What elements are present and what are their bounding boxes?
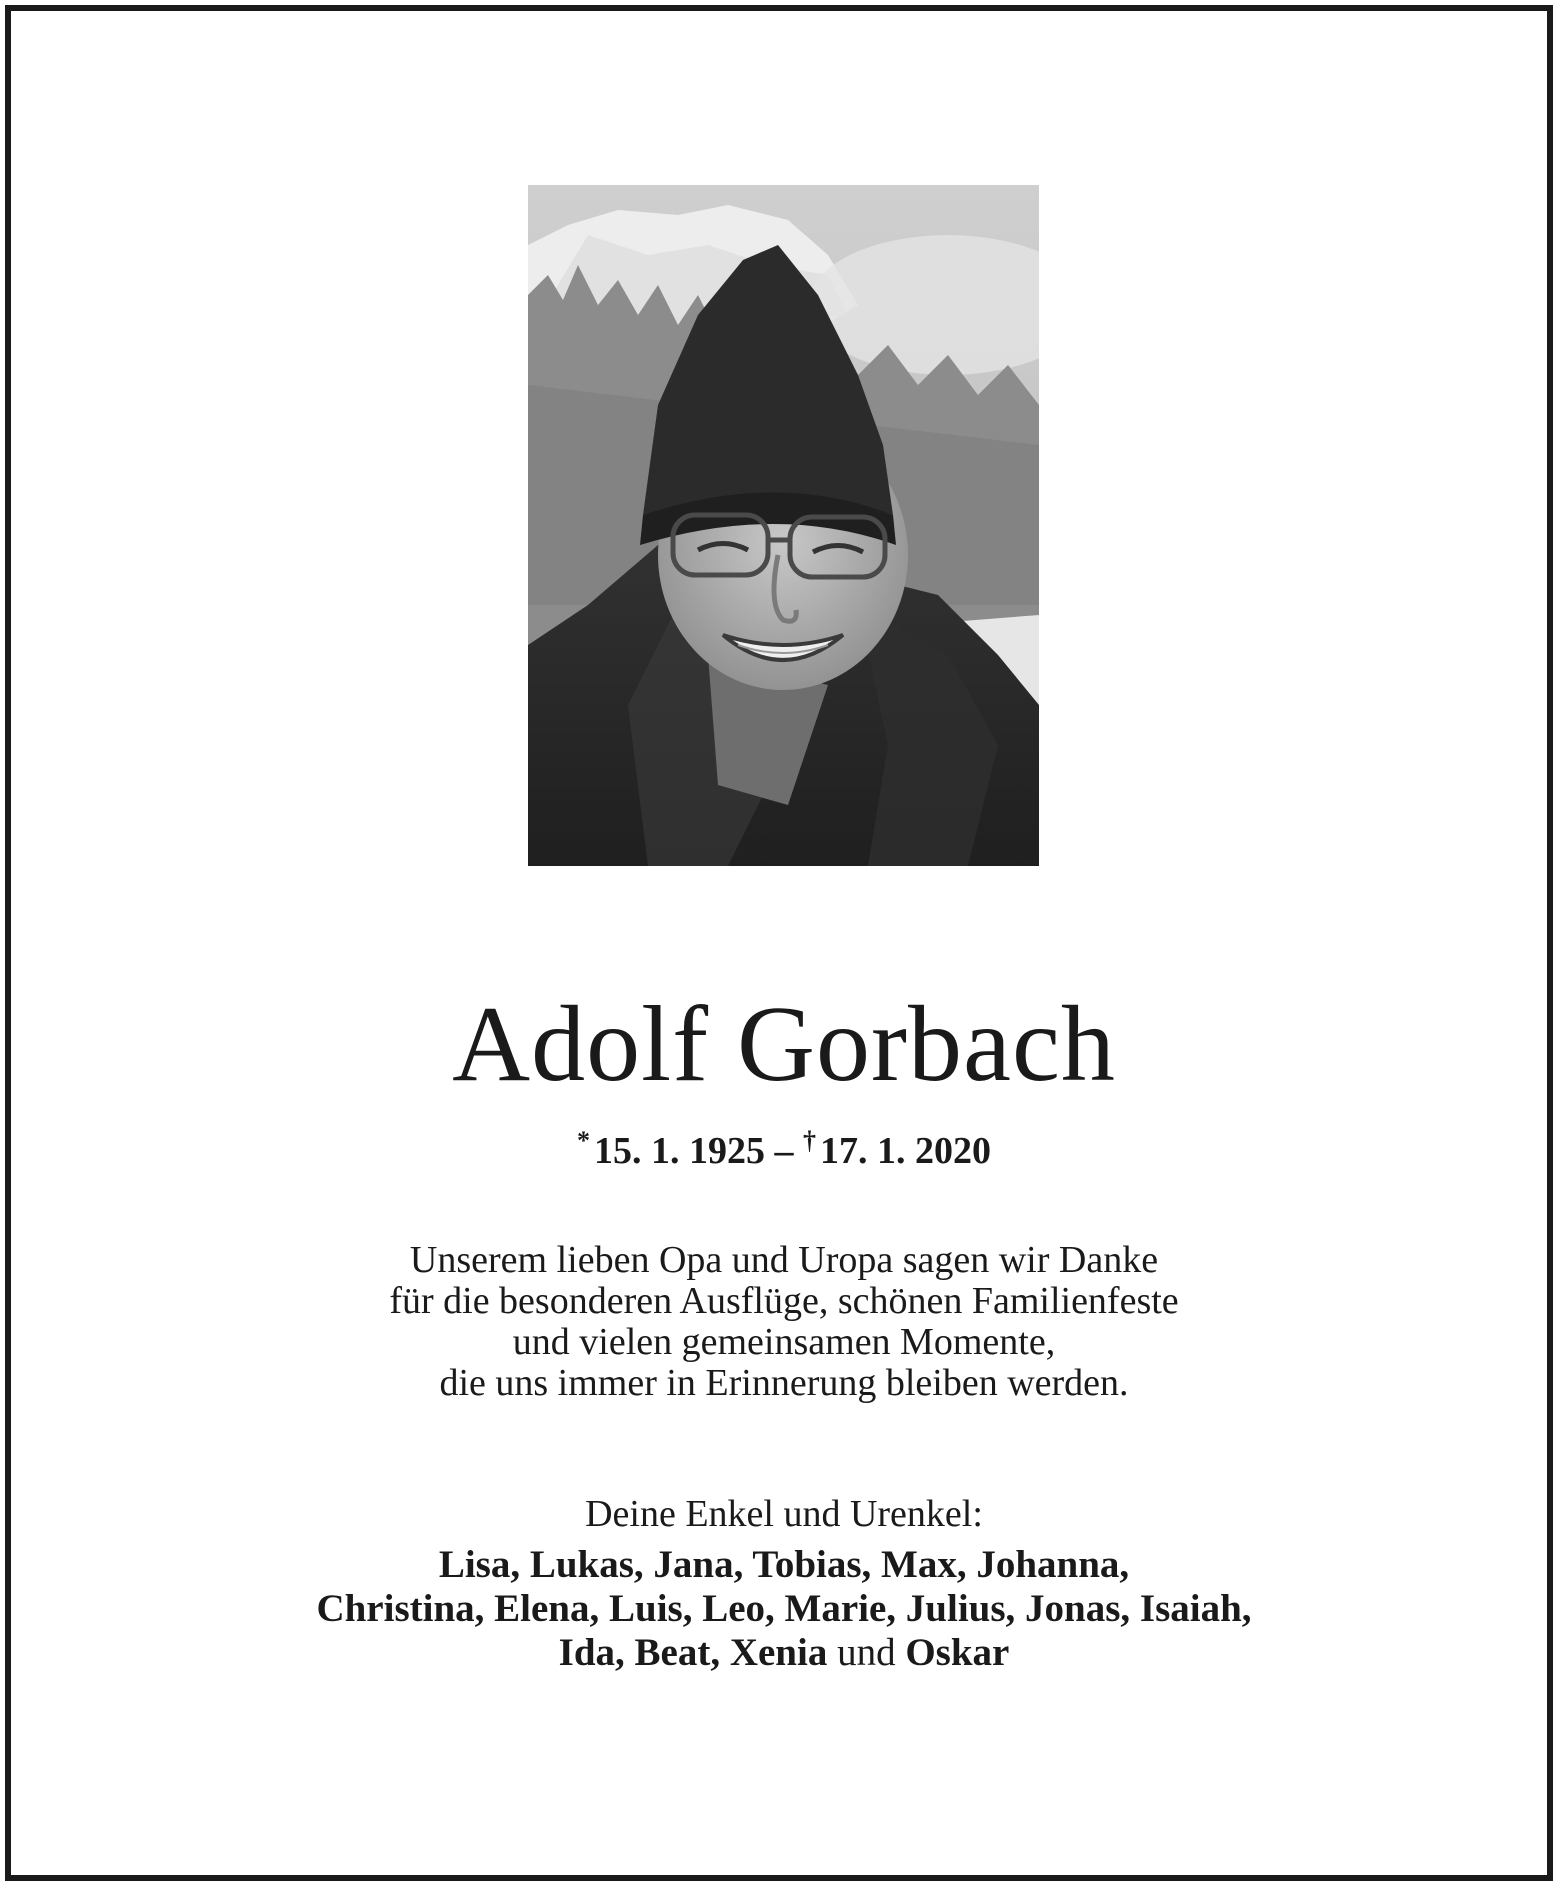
message-line: und vielen gemeinsamen Momente,	[512, 1321, 1056, 1363]
deceased-name: Adolf Gorbach	[452, 985, 1116, 1104]
death-date: 17. 1. 2020	[820, 1130, 991, 1172]
names-line: Christina, Elena, Luis, Leo, Marie, Julius, Jonas, Isaiah,	[316, 1587, 1252, 1630]
message-line: für die besonderen Ausflüge, schönen Familienfeste	[389, 1280, 1179, 1322]
date-separator: –	[765, 1130, 803, 1172]
life-dates	[0, 1117, 1568, 1175]
death-mark: †	[803, 1126, 816, 1155]
birth-mark: *	[577, 1126, 590, 1155]
names-line: Ida, Beat, Xenia	[558, 1631, 828, 1674]
message-line: Unserem lieben Opa und Uropa sagen wir Danke	[409, 1239, 1159, 1281]
signature-intro: Deine Enkel und Urenkel:	[585, 1493, 983, 1535]
portrait-photo-icon	[528, 185, 1039, 866]
names-conjunction: und	[827, 1631, 906, 1674]
birth-date: 15. 1. 1925	[594, 1130, 765, 1172]
message-line: die uns immer in Erinnerung bleiben werden.	[439, 1362, 1129, 1404]
names-last: Oskar	[905, 1631, 1010, 1674]
signature-names	[0, 1543, 1568, 1675]
memorial-message	[0, 1240, 1568, 1404]
names-line: Lisa, Lukas, Jana, Tobias, Max, Johanna,	[438, 1543, 1130, 1586]
portrait-photo	[528, 185, 1039, 866]
